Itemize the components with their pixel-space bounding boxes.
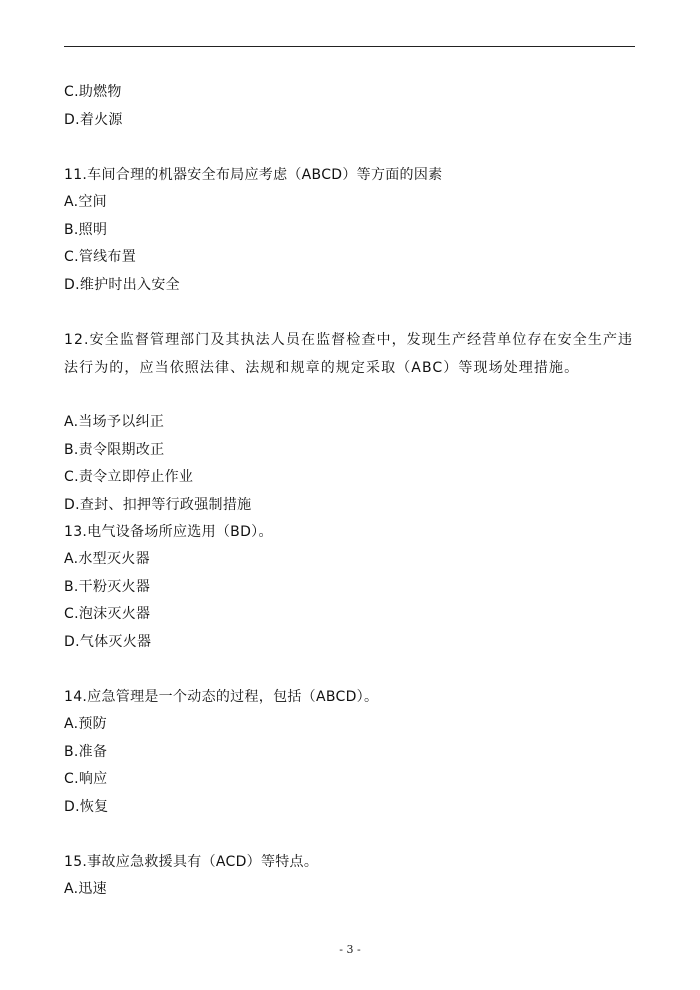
option-c-q13: C.泡沫灭火器 (64, 606, 151, 622)
option-a-q13: A.水型灭火器 (64, 551, 150, 567)
option-a-q14: A.预防 (64, 716, 107, 732)
option-d-q10: D.着火源 (64, 112, 123, 128)
option-b-q13: B.干粉灭火器 (64, 579, 151, 595)
page-number: - 3 - (339, 943, 361, 956)
option-d-q11: D.维护时出入安全 (64, 277, 180, 293)
option-b-q12: B.责令限期改正 (64, 442, 165, 458)
option-d-q14: D.恢复 (64, 799, 109, 815)
option-c-q14: C.响应 (64, 771, 108, 787)
question-11: 11.车间合理的机器安全布局应考虑（ABCD）等方面的因素 (64, 167, 443, 183)
option-d-q13: D.气体灭火器 (64, 634, 152, 650)
option-d-q12: D.查封、扣押等行政强制措施 (64, 497, 252, 513)
option-b-q14: B.准备 (64, 744, 108, 760)
question-13: 13.电气设备场所应选用（BD）。 (64, 524, 273, 540)
option-c-q12: C.责令立即停止作业 (64, 469, 194, 485)
option-a-q11: A.空间 (64, 194, 107, 210)
question-15: 15.事故应急救援具有（ACD）等特点。 (64, 854, 319, 870)
header-rule (64, 46, 635, 47)
option-c-q11: C.管线布置 (64, 249, 137, 265)
option-b-q11: B.照明 (64, 222, 108, 238)
option-a-q12: A.当场予以纠正 (64, 414, 165, 430)
option-c-q10: C.助燃物 (64, 84, 122, 100)
question-14: 14.应急管理是一个动态的过程，包括（ABCD）。 (64, 689, 379, 705)
option-a-q15: A.迅速 (64, 881, 107, 897)
question-12: 12.安全监督管理部门及其执法人员在监督检查中，发现生产经营单位存在安全生产违法行为的，应当依照法律、法规和规章的规定采取（ABC）等现场处理措施。 (64, 332, 634, 376)
